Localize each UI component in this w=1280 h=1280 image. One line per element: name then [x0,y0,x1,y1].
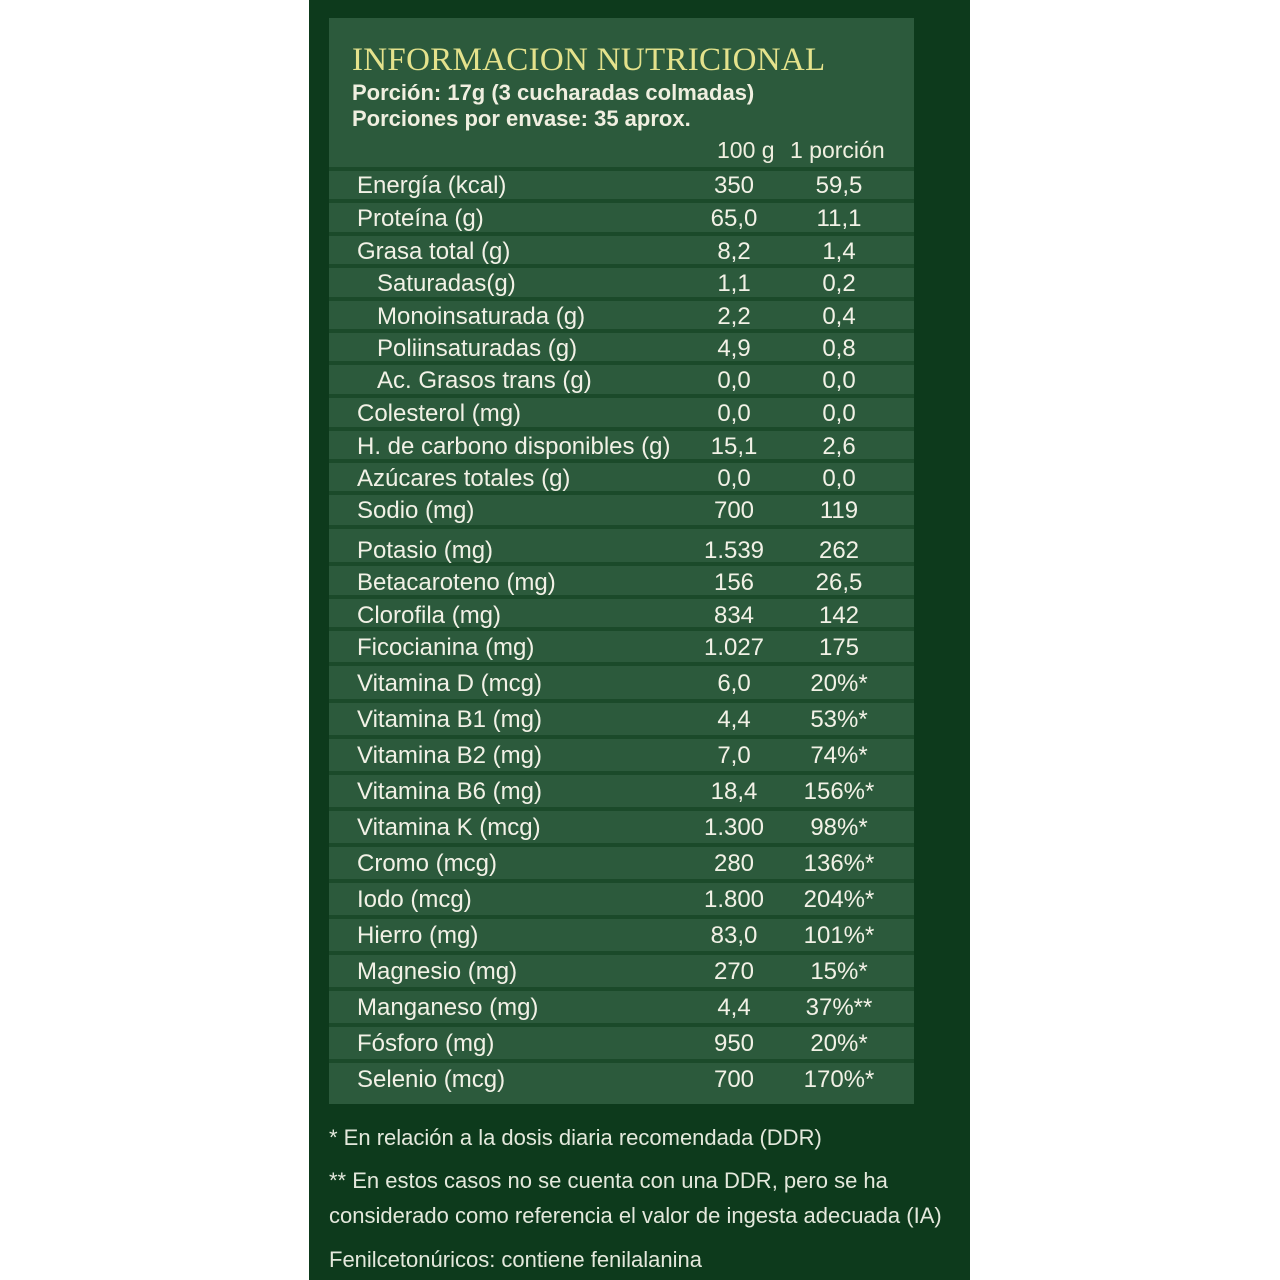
value-per-100g: 270 [713,958,755,985]
value-per-100g: 700 [713,1066,755,1093]
footnote-ia-line2: considerado como referencia el valor de ingesta adecuada (IA) [329,1203,942,1228]
nutrient-name: Betacaroteno (mg) [357,569,556,596]
nutrient-name: Ac. Grasos trans (g) [377,367,592,394]
value-per-portion: 142 [818,602,860,629]
row-divider [329,167,914,171]
nutrient-name: Cromo (mcg) [357,850,498,877]
value-per-portion: 11,1 [816,205,862,232]
value-per-100g: 7,0 [717,742,751,769]
nutrient-name: Iodo (mcg) [357,886,472,913]
value-per-100g: 0,0 [717,367,751,394]
value-per-100g: 1,1 [717,270,751,297]
value-per-100g: 8,2 [717,238,751,265]
value-per-portion: 37%** [805,994,873,1021]
servings-per-container: Porciones por envase: 35 aprox. [352,106,691,131]
value-per-portion: 26,5 [815,569,863,596]
row-divider [329,699,914,703]
nutrient-name: Selenio (mcg) [357,1066,506,1093]
value-per-100g: 2,2 [717,303,751,330]
nutrient-name: Hierro (mg) [357,922,479,949]
serving-size: Porción: 17g (3 cucharadas colmadas) [352,80,755,105]
nutrient-name: Magnesio (mg) [357,958,518,985]
footnote-ddr: * En relación a la dosis diaria recomendada (DDR) [329,1125,822,1150]
nutrient-name: Vitamina D (mcg) [357,670,542,697]
value-per-100g: 834 [713,602,755,629]
value-per-100g: 18,4 [710,778,758,805]
value-per-100g: 65,0 [710,205,758,232]
nutrient-name: Energía (kcal) [357,172,507,199]
row-divider [329,662,914,666]
nutrient-name: Clorofila (mg) [357,602,502,629]
value-per-100g: 1.800 [703,886,765,913]
value-per-100g: 0,0 [717,465,751,492]
value-per-portion: 0,2 [822,270,856,297]
value-per-portion: 53%* [810,706,868,733]
footnote-phenylketonuria: Fenilcetonúricos: contiene fenilalanina [329,1247,703,1272]
column-header-portion: 1 porción [790,137,885,163]
value-per-portion: 0,0 [822,400,856,427]
value-per-100g: 4,4 [717,706,751,733]
nutrient-name: Vitamina B1 (mg) [357,706,542,733]
value-per-100g: 4,9 [717,335,751,362]
value-per-100g: 280 [713,850,755,877]
value-per-100g: 350 [713,172,755,199]
nutrient-name: Fósforo (mg) [357,1030,495,1057]
value-per-100g: 700 [713,497,755,524]
label-title: INFORMACION NUTRICIONAL [352,42,826,78]
row-divider [329,915,914,919]
value-per-portion: 74%* [810,742,868,769]
value-per-portion: 0,4 [822,303,856,330]
value-per-100g: 1.027 [703,634,765,661]
value-per-portion: 20%* [810,670,868,697]
row-divider [329,807,914,811]
row-divider [329,1023,914,1027]
nutrient-name: Proteína (g) [357,205,484,232]
value-per-portion: 204%* [803,886,875,913]
nutrient-name: Monoinsaturada (g) [377,303,586,330]
row-divider [329,843,914,847]
value-per-100g: 15,1 [710,433,758,460]
nutrient-name: Ficocianina (mg) [357,634,535,661]
value-per-portion: 20%* [810,1030,868,1057]
nutrient-name: Poliinsaturadas (g) [377,335,578,362]
nutrient-name: H. de carbono disponibles (g) [357,433,671,460]
nutrient-name: Vitamina B6 (mg) [357,778,542,805]
value-per-portion: 0,0 [822,465,856,492]
value-per-100g: 1.300 [703,814,765,841]
row-divider [329,1059,914,1063]
value-per-100g: 156 [713,569,755,596]
value-per-portion: 0,8 [822,335,856,362]
value-per-100g: 950 [713,1030,755,1057]
nutrient-name: Potasio (mg) [357,537,494,564]
value-per-portion: 101%* [803,922,875,949]
row-divider [329,987,914,991]
nutrient-name: Vitamina B2 (mg) [357,742,542,769]
value-per-portion: 119 [819,497,859,524]
row-divider [329,735,914,739]
nutrient-name: Saturadas(g) [377,270,516,297]
value-per-100g: 6,0 [717,670,751,697]
value-per-100g: 0,0 [717,400,751,427]
footnote-ia-line1: ** En estos casos no se cuenta con una DDR, pero se ha [329,1168,888,1193]
nutrient-name: Manganeso (mg) [357,994,539,1021]
value-per-portion: 0,0 [822,367,856,394]
value-per-portion: 175 [818,634,860,661]
row-divider [329,525,914,529]
row-divider [329,771,914,775]
value-per-portion: 262 [818,537,860,564]
nutrient-name: Azúcares totales (g) [357,465,571,492]
value-per-portion: 15%* [810,958,868,985]
nutrient-name: Sodio (mg) [357,497,475,524]
value-per-portion: 98%* [810,814,868,841]
value-per-portion: 2,6 [822,433,856,460]
value-per-portion: 59,5 [815,172,863,199]
nutrient-name: Grasa total (g) [357,238,511,265]
column-header-100g: 100 g [717,137,775,163]
nutrient-name: Colesterol (mg) [357,400,522,427]
value-per-100g: 1.539 [703,537,765,564]
value-per-100g: 83,0 [710,922,758,949]
value-per-portion: 1,4 [822,238,856,265]
value-per-100g: 4,4 [717,994,751,1021]
value-per-portion: 156%* [803,778,875,805]
value-per-portion: 136%* [803,850,875,877]
value-per-portion: 170%* [803,1066,875,1093]
row-divider [329,879,914,883]
nutrient-name: Vitamina K (mcg) [357,814,541,841]
row-divider [329,951,914,955]
